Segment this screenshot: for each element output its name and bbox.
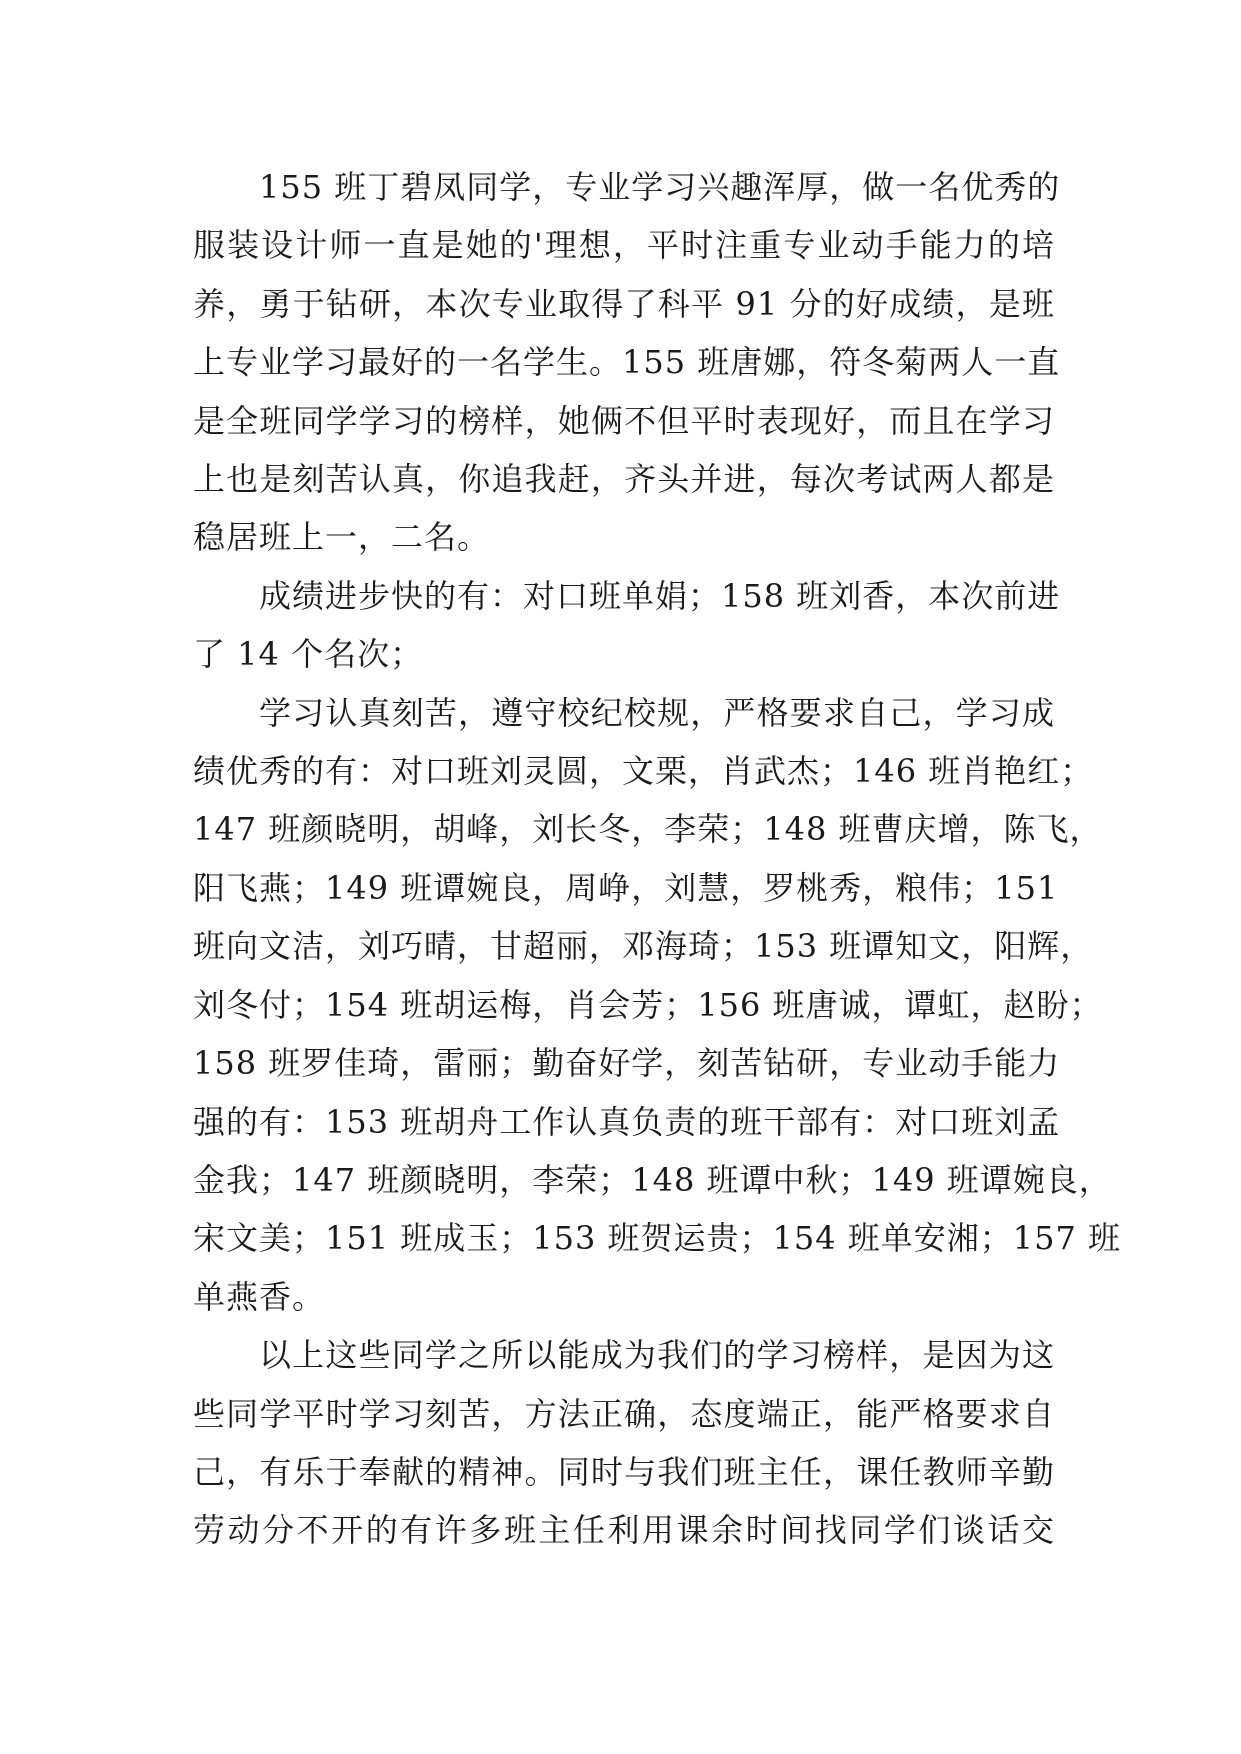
text-line: 绩优秀的有：对口班刘灵圆，文栗，肖武杰；146 班肖艳红； — [193, 752, 1094, 791]
text-line: 学习认真刻苦，遵守校纪校规，严格要求自己，学习成 — [259, 693, 1055, 732]
text-line: 班向文洁，刘巧晴，甘超丽，邓海琦；153 班谭知文，阳辉， — [193, 927, 1094, 966]
text-line: 158 班罗佳琦，雷丽；勤奋好学，刻苦钻研，专业动手能力 — [193, 1044, 1061, 1083]
text-line: 劳动分不开的有许多班主任利用课余时间找同学们谈话交 — [193, 1511, 1055, 1550]
text-line: 成绩进步快的有：对口班单娟；158 班刘香，本次前进 — [259, 576, 1061, 615]
paragraph-fast-progress — [193, 567, 1061, 684]
text-line: 刘冬付；154 班胡运梅，肖会芳；156 班唐诚，谭虹，赵盼； — [193, 985, 1103, 1024]
text-line: 养，勇于钻研，本次专业取得了科平 91 分的好成绩，是班 — [193, 284, 1055, 323]
text-line: 阳飞燕；149 班谭婉良，周峥，刘慧，罗桃秀，粮伟；151 — [193, 868, 1059, 907]
text-line: 是全班同学学习的榜样，她俩不但平时表现好，而且在学习 — [193, 401, 1055, 440]
text-line: 上也是刻苦认真，你追我赶，齐头并进，每次考试两人都是 — [193, 460, 1055, 499]
text-line: 金我；147 班颜晓明，李荣；148 班谭中秋；149 班谭婉良， — [193, 1160, 1112, 1199]
text-line: 以上这些同学之所以能成为我们的学习榜样，是因为这 — [259, 1336, 1055, 1375]
text-line: 强的有：153 班胡舟工作认真负责的班干部有：对口班刘孟 — [193, 1102, 1061, 1141]
text-line: 些同学平时学习刻苦，方法正确，态度端正，能严格要求自 — [193, 1394, 1055, 1433]
document-body — [193, 158, 1122, 1560]
text-line: 宋文美；151 班成玉；153 班贺运贵；154 班单安湘；157 班 — [193, 1219, 1122, 1258]
text-line: 147 班颜晓明，胡峰，刘长冬，李荣；148 班曹庆增，陈飞， — [193, 810, 1103, 849]
text-line: 己，有乐于奉献的精神。同时与我们班主任，课任教师辛勤 — [193, 1452, 1055, 1491]
text-line: 了 14 个名次； — [193, 635, 424, 674]
paragraph-top-students — [193, 158, 1061, 567]
text-line: 稳居班上一，二名。 — [193, 518, 491, 557]
paragraph-role-models — [193, 1326, 1055, 1560]
text-line: 单燕香。 — [193, 1277, 326, 1316]
text-line: 155 班丁碧凤同学，专业学习兴趣浑厚，做一名优秀的 — [259, 168, 1061, 206]
paragraph-excellent-students — [193, 684, 1122, 1326]
text-line: 服装设计师一直是她的'理想，平时注重专业动手能力的培 — [193, 226, 1055, 265]
text-line: 上专业学习最好的一名学生。155 班唐娜，符冬菊两人一直 — [193, 343, 1061, 382]
